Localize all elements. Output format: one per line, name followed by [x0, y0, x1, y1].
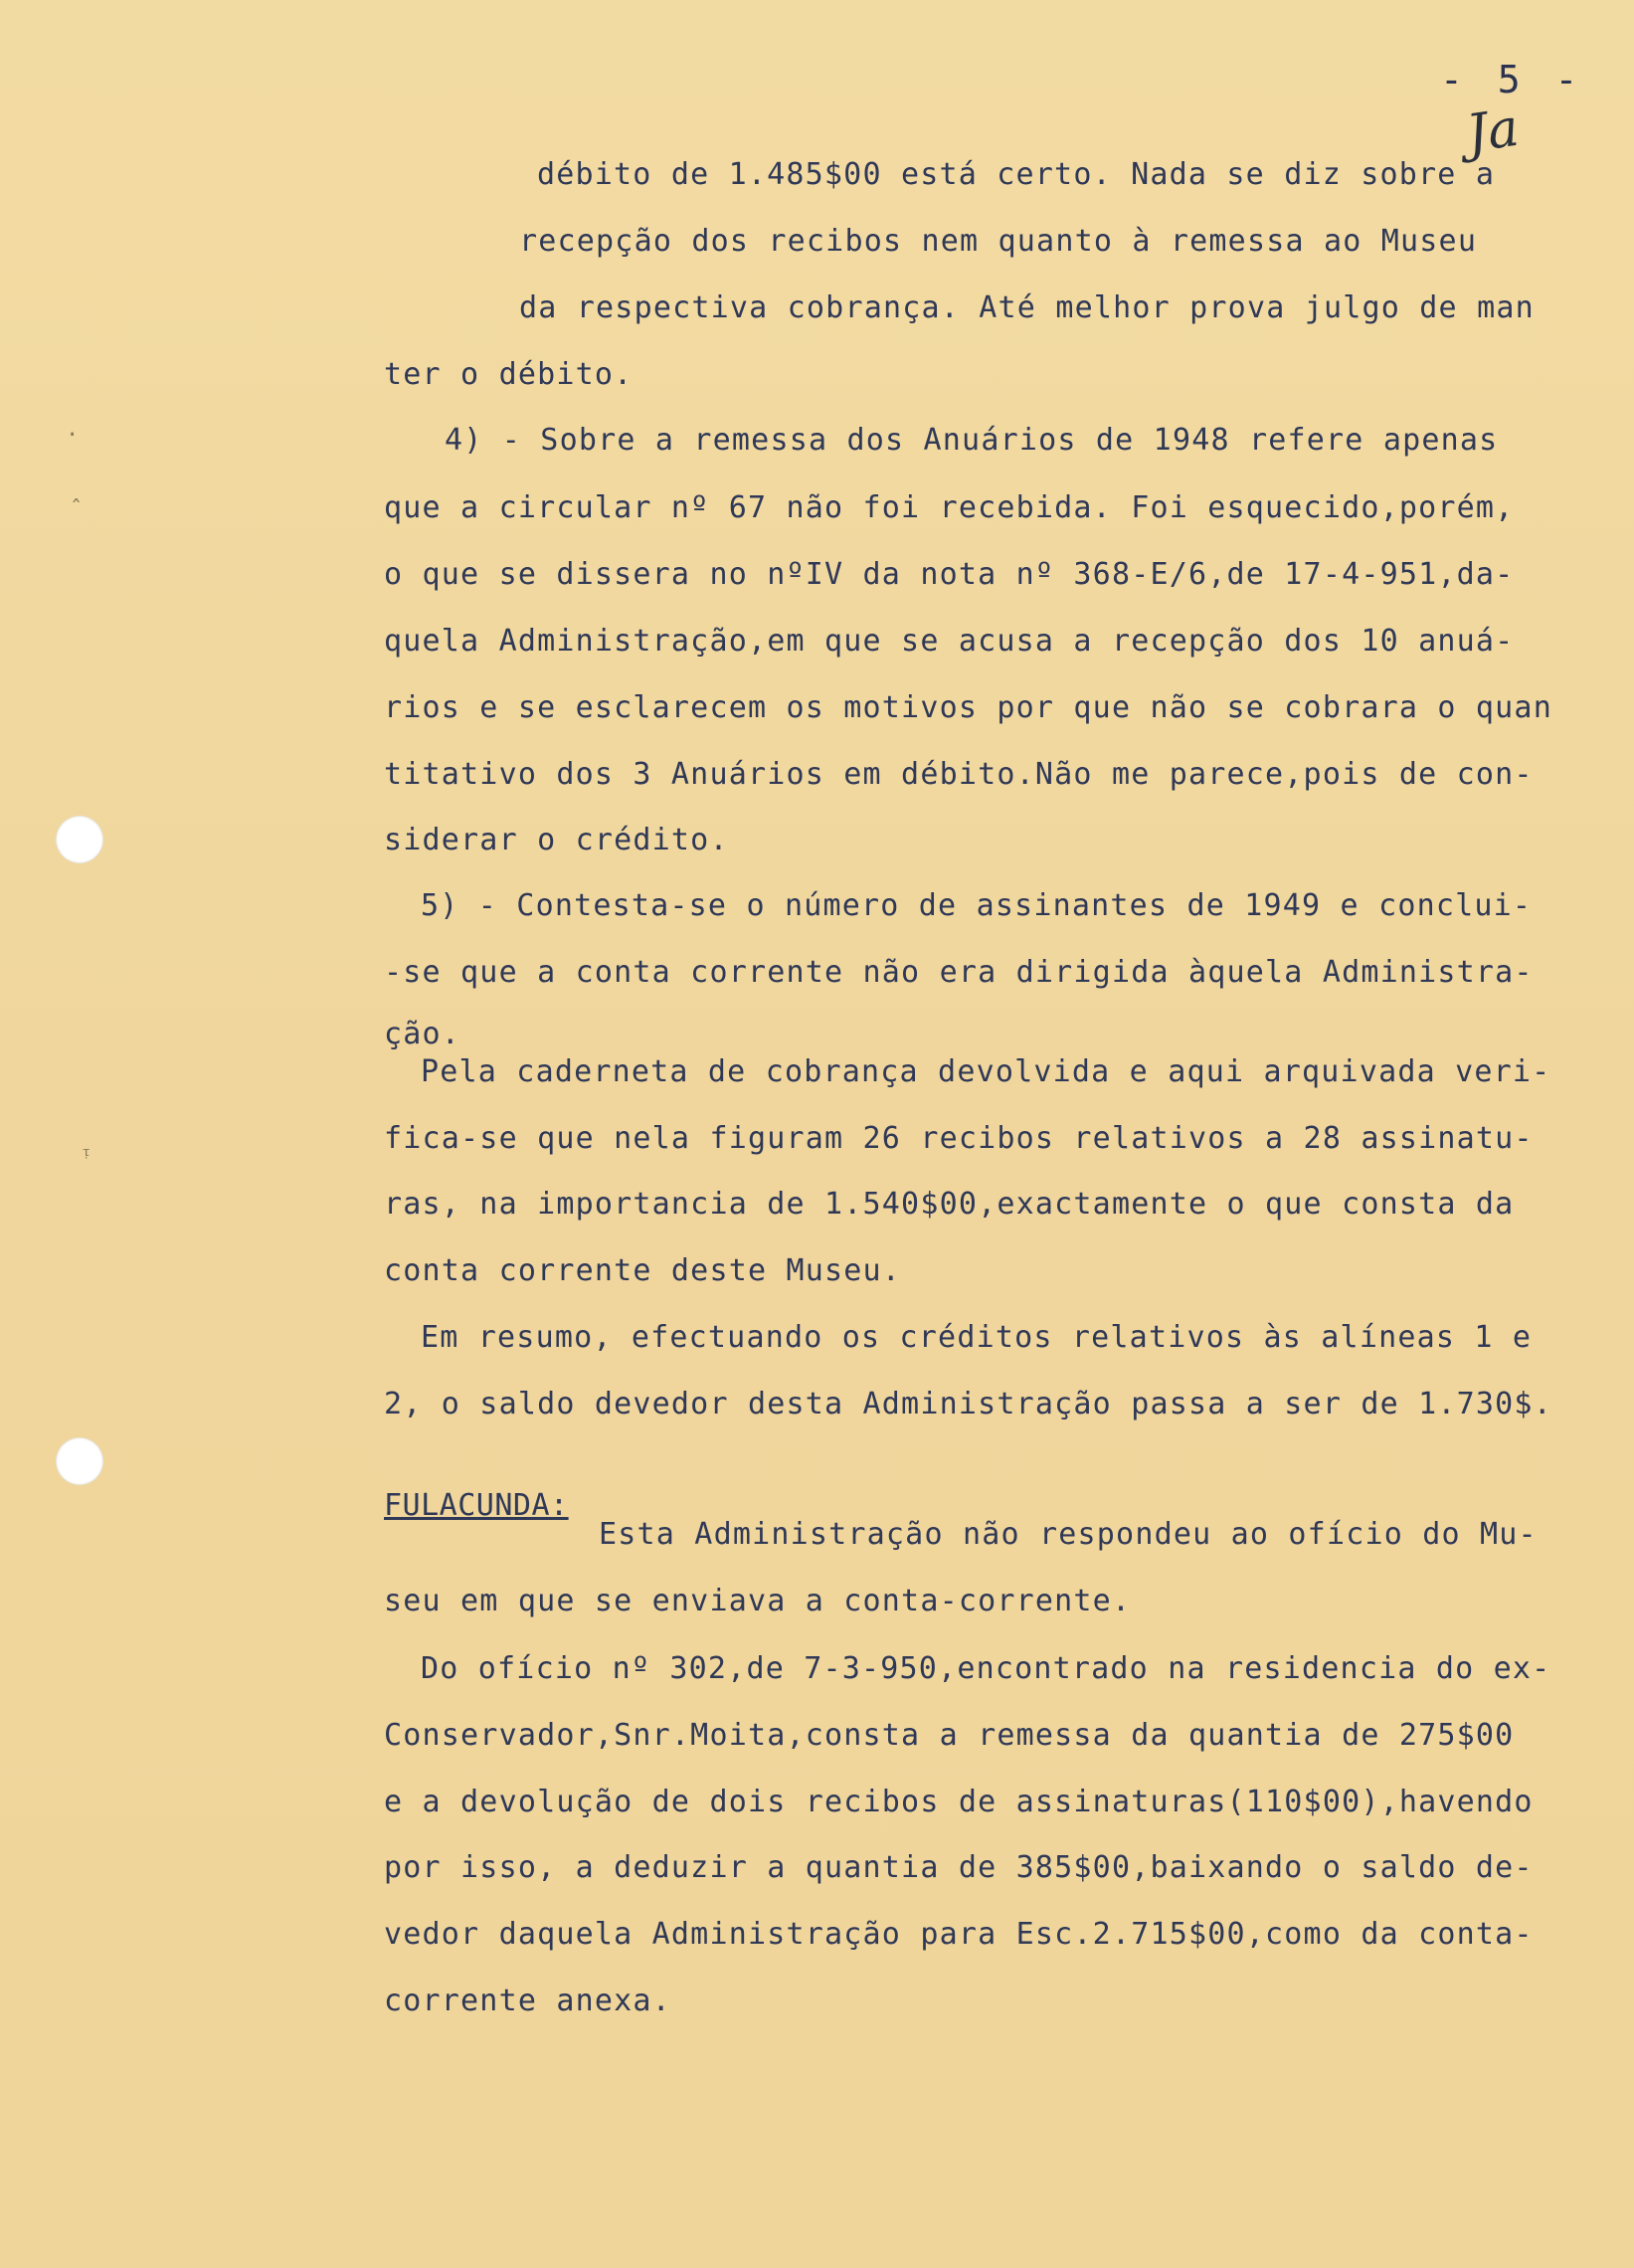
text-line: 4) - Sobre a remessa dos Anuários de 1948 refere apenas	[445, 423, 1499, 458]
text-line: corrente anexa.	[384, 1984, 671, 2018]
text-line: vedor daquela Administração para Esc.2.715$00,como da conta-	[384, 1917, 1534, 1952]
text-line: Em resumo, efectuando os créditos relativos às alíneas 1 e	[421, 1320, 1533, 1355]
text-line: ter o débito.	[384, 357, 634, 392]
text-line: débito de 1.485$00 está certo. Nada se diz sobre a	[537, 157, 1496, 192]
paper-speck: ·	[66, 423, 80, 448]
text-line: seu em que se enviava a conta-corrente.	[384, 1584, 1132, 1618]
text-line: fica-se que nela figuram 26 recibos relativos a 28 assinatu-	[384, 1121, 1534, 1156]
text-line: que a circular nº 67 não foi recebida. Foi esquecido,porém,	[384, 490, 1515, 525]
paper-speck: ᵎ	[80, 1144, 93, 1169]
text-line: conta corrente deste Museu.	[384, 1253, 902, 1288]
text-line: Do ofício nº 302,de 7-3-950,encontrado na residencia do ex-	[421, 1651, 1551, 1686]
paper-speck: ˆ	[70, 497, 84, 522]
section-heading: FULACUNDA:	[384, 1488, 569, 1523]
page-number: - 5 -	[1440, 58, 1584, 101]
text-line: 2, o saldo devedor desta Administração passa a ser de 1.730$.	[384, 1387, 1552, 1421]
text-line: rios e se esclarecem os motivos por que não se cobrara o quan	[384, 690, 1552, 725]
text-line: recepção dos recibos nem quanto à remessa ao Museu	[519, 224, 1478, 259]
text-line: por isso, a deduzir a quantia de 385$00,baixando o saldo de-	[384, 1850, 1534, 1885]
text-line: Conservador,Snr.Moita,consta a remessa da quantia de 275$00	[384, 1718, 1515, 1753]
handwritten-initials: Ja	[1463, 97, 1523, 165]
text-line: o que se dissera no nºIV da nota nº 368-E/6,de 17-4-951,da-	[384, 557, 1515, 592]
text-line: 5) - Contesta-se o número de assinantes de 1949 e conclui-	[421, 888, 1533, 923]
text-line: quela Administração,em que se acusa a recepção dos 10 anuá-	[384, 624, 1515, 659]
text-line: Esta Administração não respondeu ao ofício do Mu-	[599, 1517, 1538, 1552]
punch-hole-bottom	[56, 1437, 103, 1485]
text-line: ção.	[384, 1017, 461, 1051]
text-line: Pela caderneta de cobrança devolvida e aqui arquivada veri-	[421, 1054, 1551, 1089]
text-line: -se que a conta corrente não era dirigida àquela Administra-	[384, 955, 1534, 990]
text-line: e a devolução de dois recibos de assinaturas(110$00),havendo	[384, 1785, 1534, 1819]
punch-hole-top	[56, 816, 103, 863]
text-line: titativo dos 3 Anuários em débito.Não me parece,pois de con-	[384, 757, 1534, 792]
text-line: da respectiva cobrança. Até melhor prova julgo de man	[519, 290, 1535, 325]
text-line: ras, na importancia de 1.540$00,exactamente o que consta da	[384, 1187, 1515, 1222]
text-line: siderar o crédito.	[384, 823, 729, 857]
